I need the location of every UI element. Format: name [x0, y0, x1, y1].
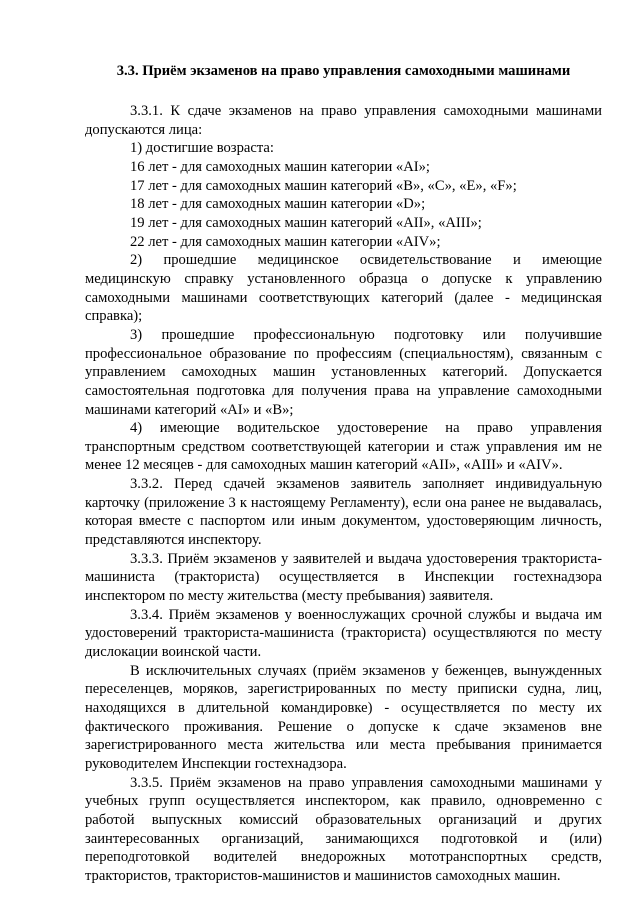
- paragraph: В исключительных случаях (приём экзаменов у беженцев, вынужденных переселенцев, моряков, зарегистрированных по месту приписки судна, лиц, находящихся в длительной командировке) - осуществляется по месту их фактического проживания. Решение о допуске к сдаче экзаменов вне зарегистрированного места жительства или места пребывания принимается руководителем Инспекции гостехнадзора.: [85, 662, 602, 772]
- paragraph: 3.3.1. К сдаче экзаменов на право управления самоходными машинами допускаются лица:: [85, 103, 602, 138]
- paragraph: 22 лет - для самоходных машин категории «AIV»;: [130, 233, 441, 250]
- paragraph: 2) прошедшие медицинское освидетельствование и имеющие медицинскую справку установленного образца о допуске к управлению самоходными машинами соответствующих категорий (далее - медицинская справка);: [85, 252, 602, 325]
- paragraph: 16 лет - для самоходных машин категории «AI»;: [130, 158, 430, 175]
- paragraph: 3.3.5. Приём экзаменов на право управления самоходными машинами у учебных групп осуществляется инспектором, как правило, одновременно с работой выпускных комиссий образовательных организаций и других заинтересованных организаций, занимающихся подготовкой и (или) переподготовкой водителей внедорожных мототранспортных средств, трактористов, трактористов-машинистов и машинистов самоходных машин.: [85, 774, 602, 884]
- paragraph: 3.3.3. Приём экзаменов у заявителей и выдача удостоверения тракториста-машиниста (тракториста) осуществляется в Инспекции гостехнадзора инспектором по месту жительства (месту пребывания) заявителя.: [85, 550, 602, 605]
- paragraph: 19 лет - для самоходных машин категорий «AII», «AIII»;: [130, 214, 482, 231]
- section-heading: 3.3. Приём экзаменов на право управления самоходными машинами: [116, 63, 571, 79]
- paragraph: 4) имеющие водительское удостоверение на право управления транспортным средством соответствующей категории и стаж управления им не менее 12 месяцев - для самоходных машин категорий «AII», «AIII» и «AIV».: [85, 420, 602, 474]
- document-body: [85, 102, 602, 886]
- paragraph: 18 лет - для самоходных машин категории «D»;: [130, 196, 426, 213]
- paragraph: 3.3.2. Перед сдачей экзаменов заявитель заполняет индивидуальную карточку (приложение 3 к настоящему Регламенту), если она ранее не выдавалась, которая вместе с паспортом или иным документом, удостоверяющим личность, представляются инспектору.: [85, 476, 602, 549]
- paragraph: 1) достигшие возраста:: [130, 140, 274, 157]
- paragraph: 3) прошедшие профессиональную подготовку или получившие профессиональное образование по профессиям (специальностям), связанным с управлением самоходных машин установленных категорий. Допускается самостоятельная подготовка для получения права на управление самоходными машинами категорий «AI» и «B»;: [85, 326, 602, 418]
- paragraph: 17 лет - для самоходных машин категорий «B», «C», «E», «F»;: [130, 177, 517, 194]
- document-page: [85, 62, 602, 886]
- paragraph: 3.3.4. Приём экзаменов у военнослужащих срочной службы и выдача им удостоверений тракториста-машиниста (тракториста) осуществляются по месту дислокации воинской части.: [85, 606, 602, 661]
